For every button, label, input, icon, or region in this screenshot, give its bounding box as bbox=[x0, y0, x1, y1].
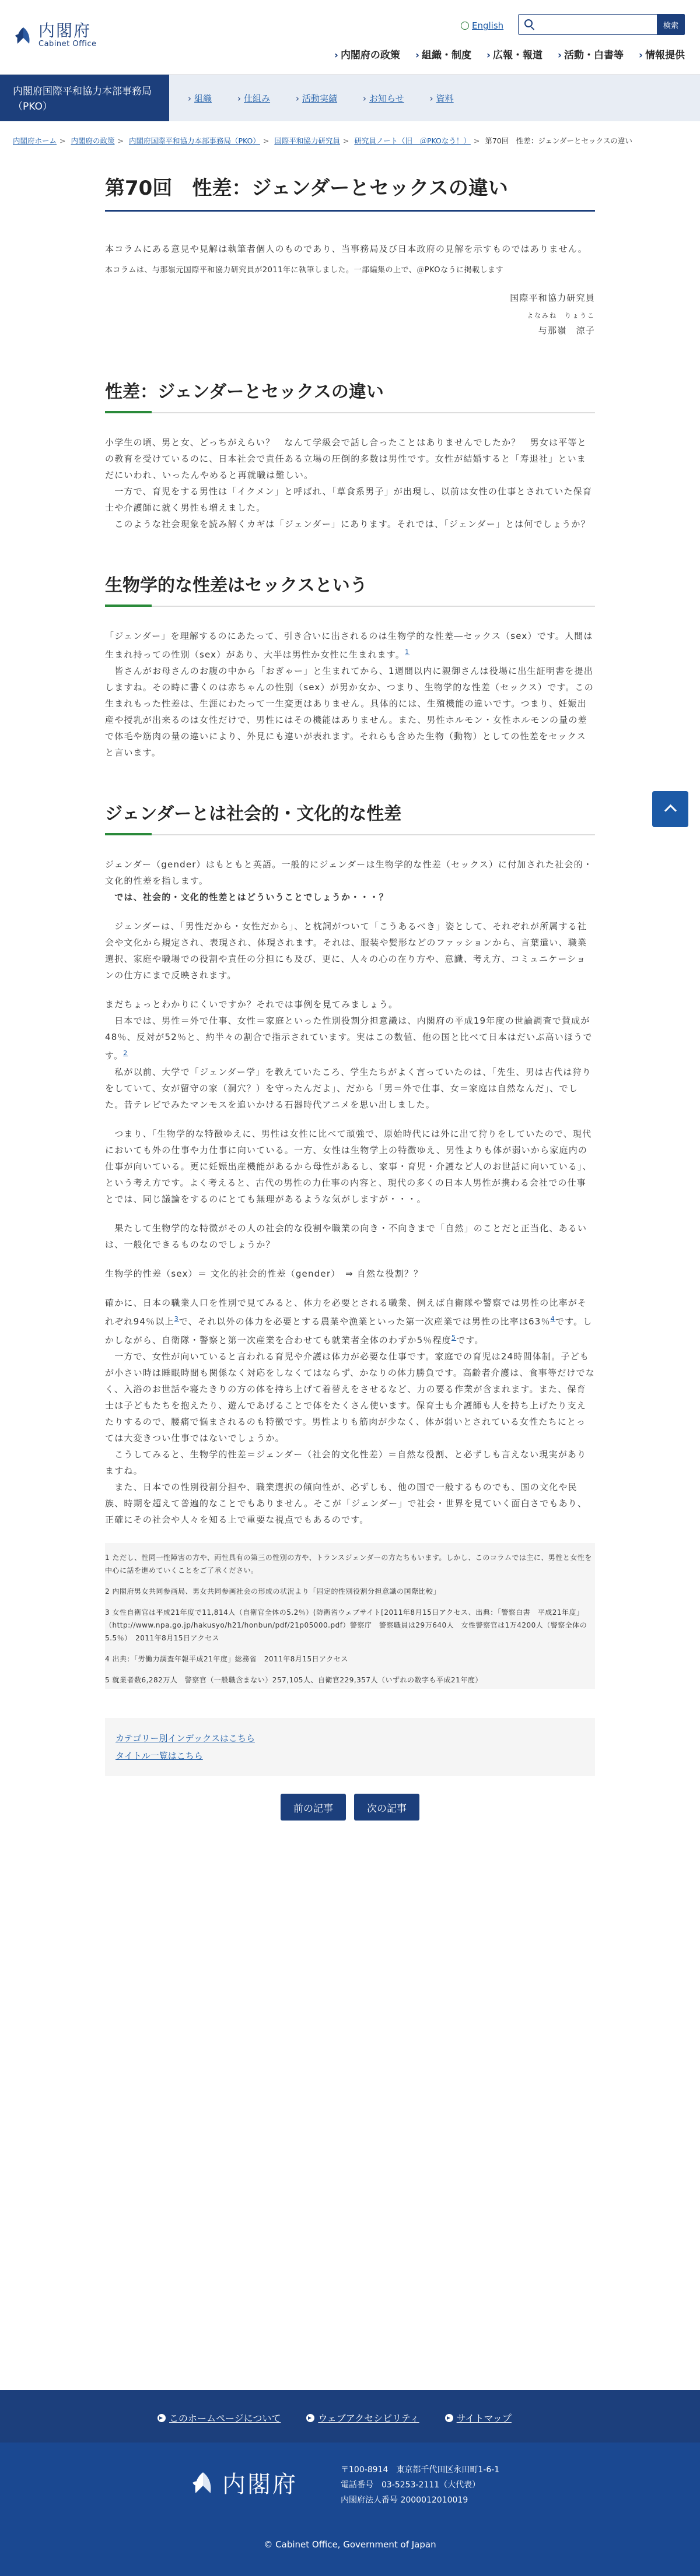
paragraph: 果たして生物学的な特徴がその人の社会的な役割や職業の向き・不向きまで「自然」のことだと正当化、あるいは、一般化できるものなのでしょうか？ bbox=[105, 1223, 587, 1250]
index-links bbox=[105, 1718, 595, 1776]
category-index-link[interactable]: カテゴリー別インデックスはこちら bbox=[116, 1733, 255, 1744]
paragraph: このような社会現象を読み解くカギは「ジェンダー」にあります。それでは、「ジェンダー」とは何でしょうか？ bbox=[105, 519, 590, 529]
english-link-label: English bbox=[472, 20, 504, 31]
next-article-button[interactable]: 次の記事 bbox=[354, 1794, 419, 1821]
footer-sitemap-link[interactable]: サイトマップ bbox=[445, 2411, 512, 2424]
arrow-circle-icon bbox=[158, 2414, 166, 2422]
subnav-mechanism[interactable]: › 仕組み bbox=[237, 92, 270, 104]
global-nav bbox=[334, 47, 685, 61]
breadcrumb-notes[interactable]: 研究員ノート（旧 ＠PKOなう！） bbox=[354, 136, 471, 145]
paragraph: 小学生の頃、男と女、どっちがえらい？ なんて学級会で話し合ったことはありませんでしたか？ 男女は平等との教育を受けているのに、日本社会で責任ある立場の圧倒的多数は男性です。女性が結婚すると「寿退社」といまだにいわれ、いったんやめると再就職は難しい。 bbox=[105, 437, 587, 480]
paragraph: 確かに、日本の職業人口を性別で見てみると、体力を必要とされる職業、例えば自衛隊や警察では男性の比率がそれぞれ94％以上$^3$で、それ以外の体力を必要とする農業や漁業といった第一次産業では男性の比率は63％$^4$です。しかしながら、自衛隊・警察と第一次産業を合わせても就業者全体のわずか5％程度$^5$です。 bbox=[105, 1298, 593, 1345]
title-list-link[interactable]: タイトル一覧はこちら bbox=[116, 1751, 203, 1761]
paragraph: つまり、「生物学的な特徴ゆえに、男性は女性に比べて頑強で、原始時代には外に出て狩りをしていたので、現代においても外の仕事や力仕事に向いている。一方、女性は生物学上の特徴ゆえ、男性よりも体が弱いから家庭内の仕事が向いている。更に妊娠出産機能があるから母性があるし、家事・育児・介護など人のお世話に向いている」、という考え方です。よく考えると、古代の男性の力仕事の内容と、現代の多くの日本人男性が携わる会社での仕事とでは、同じ議論をするのにとても無理があるような気がしますが・・・。 bbox=[105, 1129, 592, 1204]
subnav-news[interactable]: › お知らせ bbox=[363, 92, 404, 104]
bold-question: では、社会的・文化的性差とはどういうことでしょうか・・・？ bbox=[105, 892, 389, 902]
paragraph: 皆さんがお母さんのお腹の中から「おぎゃー」と生まれてから、1週間以内に親御さんは役場に出生証明書を提出しますね。その時に書くのは赤ちゃんの性別（sex）が男か女か、つまり、生物学的な性差（セックス）です。この生まれもった性差は、生涯にわたって一生変更はありません。具体的には、生殖機能の違いです。つまり、妊娠出産や授乳が出来るのは女性だけで、男性にはその機能はありません。また、男性ホルモン・女性ホルモンの量の差で体毛や筋肉の量の違いにより、外見にも違いが表れます。それらも含めた生物（動物）としての性差をセックスと言います。 bbox=[105, 666, 594, 758]
search-icon bbox=[524, 19, 533, 27]
article bbox=[105, 175, 595, 1821]
footnote-ref-5[interactable]: 5 bbox=[451, 1334, 457, 1341]
breadcrumb-pko[interactable]: 内閣府国際平和協力本部事務局（PKO） bbox=[128, 136, 260, 145]
author-role: 国際平和協力研究員 bbox=[510, 293, 595, 303]
arrow-circle-icon bbox=[306, 2414, 314, 2422]
paragraph: こうしてみると、生物学的性差＝ジェンダー（社会的文化性差）＝自然な役割、と必ずしも言えない現実がありますね。 bbox=[105, 1449, 587, 1476]
address: 〒100-8914 東京都千代田区永田町1-6-1 bbox=[341, 2465, 500, 2475]
paragraph: 一方で、育児をする男性は「イクメン」と呼ばれ、「草食系男子」が出現し、以前は女性の仕事とされていた保育士や介護師に就く男性も増えました。 bbox=[105, 486, 593, 513]
gnav-organization[interactable]: › 組織・制度 bbox=[415, 47, 471, 61]
footer-logo-text: 内閣府 bbox=[222, 2471, 298, 2498]
logo-subtitle: Cabinet Office bbox=[38, 40, 97, 48]
section-title[interactable]: 内閣府国際平和協力本部事務局（PKO） bbox=[0, 75, 169, 121]
site-footer bbox=[0, 2443, 700, 2576]
author-ruby: よなみね りょうこ bbox=[527, 312, 595, 319]
disclaimer: 本コラムにある意見や見解は執筆者個人のものであり、当事務局及び日本政府の見解を示すものではありません。 bbox=[105, 244, 587, 254]
footnote-ref-4[interactable]: 4 bbox=[550, 1315, 555, 1323]
search-input[interactable] bbox=[518, 14, 659, 35]
search-button[interactable]: 検索 bbox=[657, 14, 685, 35]
author-name: 与那嶺 涼子 bbox=[538, 325, 595, 336]
footer-address bbox=[341, 2462, 499, 2508]
footer-links-bar bbox=[0, 2390, 700, 2443]
phone: 電話番号 03-5253-2111（大代表） bbox=[341, 2480, 481, 2490]
footnote-ref-1[interactable]: 1 bbox=[405, 648, 410, 656]
gnav-policy[interactable]: › 内閣府の政策 bbox=[334, 47, 400, 61]
section-heading-1: 性差：ジェンダーとセックスの違い bbox=[105, 381, 595, 413]
back-to-top-button[interactable] bbox=[652, 791, 688, 827]
globe-icon bbox=[461, 22, 469, 30]
paulownia-crest-icon bbox=[190, 2469, 216, 2496]
section-heading-2: 生物学的な性差はセックスという bbox=[105, 574, 595, 607]
footnote-ref-3[interactable]: 3 bbox=[174, 1315, 179, 1323]
logo-title: 内閣府 bbox=[38, 21, 92, 40]
paragraph: 一方で、女性が向いていると言われる育児や介護は体力が必要な仕事です。家庭での育児は24時間体制。子どもが小さい時は睡眠時間も関係なく対応をしなくてはならず、かなりの体力勝負です。高齢者介護は、食事等だけでなく、入浴のお世話や寝たきりの方の体を持ち上げて着替えをさせるなど、力の要る作業が含まれます。また、保育士は子どもたちを抱えたり、遊んであげることで体をたくさん使います。保育士も介護師も人を持ち上げたり支えたりするので、腰痛で悩まされるのも特徴です。男性よりも筋肉が少なく、体が弱いとされている女性たちにとっては大変きつい仕事ではないでしょうか。 bbox=[105, 1351, 596, 1443]
footnote-ref-2[interactable]: 2 bbox=[123, 1049, 128, 1057]
breadcrumb-policy[interactable]: 内閣府の政策 bbox=[71, 136, 115, 145]
article-pager bbox=[105, 1794, 595, 1821]
arrow-circle-icon bbox=[445, 2414, 453, 2422]
paragraph: また、日本での性別役割分担や、職業選択の傾向性が、必ずしも、他の国で一般するものでも、国の文化や民族、時期を超えて普遍的なことでもありません。そこが「ジェンダー」で社会・世界を見ていく面白さでもあり、正確にその社会や人々を知る上で重要な視点でもあるのです。 bbox=[105, 1482, 587, 1525]
copyright: © Cabinet Office, Government of Japan bbox=[264, 2539, 436, 2550]
gnav-activities[interactable]: › 活動・白書等 bbox=[558, 47, 624, 61]
section-heading-3: ジェンダーとは社会的・文化的な性差 bbox=[105, 803, 595, 835]
publication-note: 本コラムは、与那嶺元国際平和協力研究員が2011年に執筆しました。一部編集の上で、＠PKOなうに掲載します bbox=[105, 266, 504, 275]
footnote: 4 出典：「労働力調査年報平成21年度」総務省 2011年8月15日アクセス bbox=[105, 1655, 348, 1663]
paragraph: まだちょっとわかりにくいですか？それでは事例を見てみましょう。 bbox=[105, 999, 398, 1010]
site-header bbox=[0, 0, 700, 75]
subnav-materials[interactable]: › 資料 bbox=[430, 92, 454, 104]
site-logo[interactable] bbox=[13, 22, 97, 48]
breadcrumb-home[interactable]: 内閣府ホーム bbox=[13, 136, 57, 145]
footnote: 2 内閣府男女共同参画局、男女共同参画社会の形成の状況より「固定的性別役割分担意識の国際比較」 bbox=[105, 1587, 440, 1595]
corporate-number: 内閣府法人番号 2000012010019 bbox=[341, 2496, 468, 2505]
footer-logo bbox=[190, 2466, 298, 2499]
footnote: 1 ただし、性同一性障害の方や、両性具有の第三の性別の方や、トランスジェンダーの方たちもいます。しかし、このコラムでは主に、男性と女性を中心に話を進めていくことをご了承ください。 bbox=[105, 1554, 592, 1575]
english-link[interactable] bbox=[461, 20, 503, 31]
footnotes bbox=[105, 1543, 595, 1689]
paulownia-crest-icon bbox=[13, 25, 34, 46]
footnote: 3 女性自衛官は平成21年度で11,814人（自衛官全体の5.2％）(防衛省ウェブサイト[2011年8月15日アクセス、出典：「警察白書 平成21年度」（http://www.npa.go.jp/hakusyo/h21/honbun/pdf/21p05000.pdf）警察庁 警察職員は29万640人 女性警察官は1万4200人（警察全体の5.5％） 2011年8月15日アクセス bbox=[105, 1608, 587, 1642]
subnav-organization[interactable]: › 組織 bbox=[188, 92, 212, 104]
paragraph: ジェンダー（gender）はもともと英語。一般的にジェンダーは生物学的な性差（セックス）に付加された社会的・文化的性差を指します。 bbox=[105, 859, 593, 886]
footer-accessibility-link[interactable]: ウェブアクセシビリティ bbox=[306, 2411, 419, 2424]
breadcrumb-researchers[interactable]: 国際平和協力研究員 bbox=[274, 136, 340, 145]
subnav-results[interactable]: › 活動実績 bbox=[296, 92, 337, 104]
paragraph: 「ジェンダー」を理解するのにあたって、引き合いに出されるのは生物学的な性差―セックス（sex）です。人間は生まれ持っての性別（sex）があり、大半は男性か女性に生まれます。$^1$ bbox=[105, 631, 593, 660]
footer-about-link[interactable]: このホームページについて bbox=[158, 2411, 281, 2424]
breadcrumb: 内閣府ホーム > 内閣府の政策 > 内閣府国際平和協力本部事務局（PKO） > 国際平和協力研究員 > 研究員ノート（旧 ＠PKOなう！） > 第70回 性差：ジェンダーとセックスの違い bbox=[13, 136, 632, 145]
gnav-press[interactable]: › 広報・報道 bbox=[487, 47, 542, 61]
footnote: 5 就業者数6,282万人 警察官（一般職含まない）257,105人、自衛官229,357人（いずれの数字も平成21年度） bbox=[105, 1676, 482, 1684]
breadcrumb-current: 第70回 性差：ジェンダーとセックスの違い bbox=[485, 136, 632, 145]
paragraph: 日本では、男性＝外で仕事、女性＝家庭といった性別役割分担意識は、内閣府の平成19年度の世論調査で賛成が48％、反対が52％と、約半々の割合で指示されています。実はこの数値、他の国と比べて日本はだいぶ高いほうです。$^2$ bbox=[105, 1015, 593, 1061]
paragraph: ジェンダーは、「男性だから・女性だから」、と枕詞がついて「こうあるべき」姿として、それぞれが所属する社会や文化から規定され、表現され、体現されます。それは、服装や髪形などのファッションから、言葉遣い、職業選択、家庭や職場での役割や責任の分担にも及び、更に、人々の心の在り方や、意識、考え方、コミュニケーションの仕方にまで反映されます。 bbox=[105, 921, 587, 981]
paragraph: 私が以前、大学で「ジェンダー学」を教えていたころ、学生たちがよく言っていたのは、「先生、男は古代は狩りをしていて、女が留守の家（洞穴？）を守ったんだよ」、だから「男＝外で仕事、女＝家庭は自然なんだ」、でした。昔テレビでみたマンモスを追いかける石器時代アニメを思い出しました。 bbox=[105, 1067, 592, 1110]
prev-article-button[interactable]: 前の記事 bbox=[281, 1794, 346, 1821]
page-title: 第70回 性差：ジェンダーとセックスの違い bbox=[105, 175, 595, 212]
gnav-information[interactable]: › 情報提供 bbox=[639, 47, 685, 61]
formula: 生物学的性差（sex）＝ 文化的社会的性差（gender） ⇒ 自然な役割？？ bbox=[105, 1268, 424, 1279]
section-subnav bbox=[0, 75, 700, 121]
